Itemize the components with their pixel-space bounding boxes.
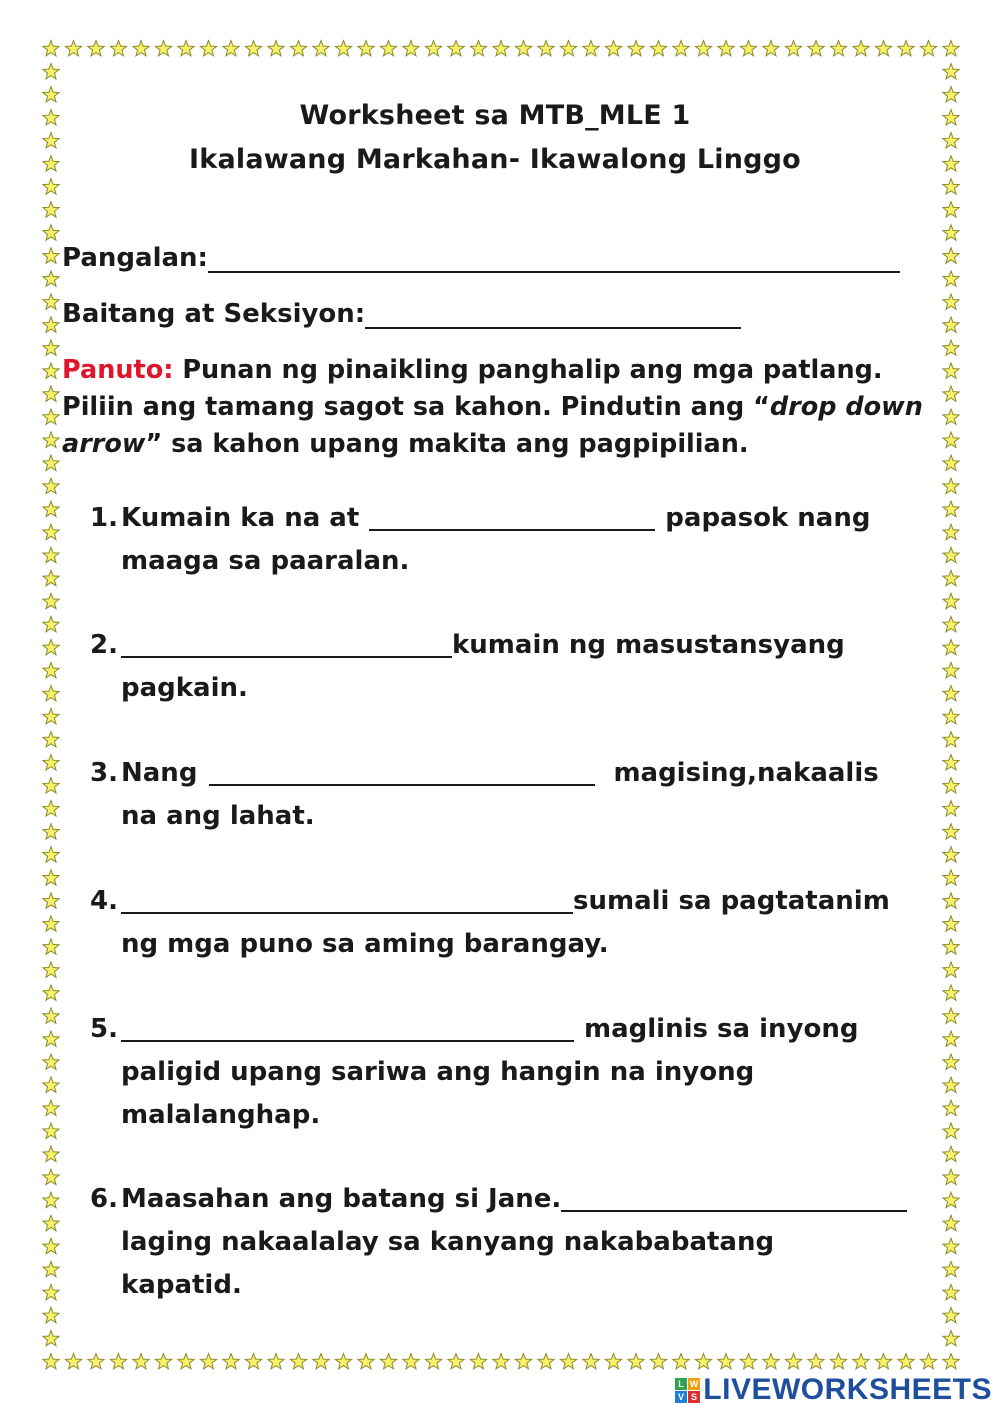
border-star-icon: [43, 616, 59, 631]
border-star-icon: [245, 41, 261, 56]
border-star-icon: [943, 340, 959, 355]
grade-section-label: Baitang at Seksiyon:: [62, 299, 366, 329]
border-star-icon: [88, 1354, 104, 1369]
border-star-icon: [830, 1354, 846, 1369]
grade-section-field: [62, 299, 741, 329]
liveworksheets-logo[interactable]: [675, 1373, 992, 1407]
border-star-icon: [178, 41, 194, 56]
item-text-line2: laging nakaalalay sa kanyang nakababatang: [121, 1227, 775, 1257]
item-number: 2.: [90, 630, 118, 660]
border-star-icon: [43, 1123, 59, 1138]
border-star-icon: [425, 1354, 441, 1369]
instructions-italic: drop down arrow: [62, 392, 923, 459]
answer-dropdown-6[interactable]: [561, 1178, 907, 1212]
border-star-icon: [43, 294, 59, 309]
border-star-icon: [943, 1261, 959, 1276]
border-star-icon: [110, 41, 126, 56]
border-star-icon: [43, 179, 59, 194]
border-star-icon: [43, 41, 59, 56]
border-star-icon: [88, 41, 104, 56]
item-text-before: Kumain ka na at: [121, 503, 360, 533]
border-star-icon: [43, 363, 59, 378]
border-star-icon: [43, 870, 59, 885]
item-text-line2: ng mga puno sa aming barangay.: [121, 929, 609, 959]
border-star-icon: [943, 1054, 959, 1069]
border-star-icon: [943, 248, 959, 263]
border-star-icon: [43, 1031, 59, 1046]
border-star-icon: [943, 824, 959, 839]
border-star-icon: [43, 64, 59, 79]
border-star-icon: [943, 225, 959, 240]
border-star-icon: [43, 801, 59, 816]
border-star-icon: [335, 41, 351, 56]
border-star-icon: [853, 41, 869, 56]
item-number: 4.: [90, 886, 118, 916]
instructions: [62, 352, 942, 463]
border-star-icon: [65, 1354, 81, 1369]
border-star-icon: [43, 432, 59, 447]
border-star-icon: [898, 1354, 914, 1369]
border-star-icon: [943, 386, 959, 401]
border-star-icon: [853, 1354, 869, 1369]
border-star-icon: [943, 64, 959, 79]
name-field: [62, 243, 900, 273]
border-star-icon: [943, 1031, 959, 1046]
border-star-icon: [515, 1354, 531, 1369]
border-star-icon: [43, 570, 59, 585]
border-star-icon: [470, 41, 486, 56]
border-star-icon: [538, 1354, 554, 1369]
border-star-icon: [223, 1354, 239, 1369]
border-star-icon: [718, 41, 734, 56]
border-star-icon: [200, 41, 216, 56]
border-star-icon: [740, 1354, 756, 1369]
border-star-icon: [403, 1354, 419, 1369]
border-star-icon: [155, 1354, 171, 1369]
border-star-icon: [43, 593, 59, 608]
border-star-icon: [43, 686, 59, 701]
item-number: 6.: [90, 1184, 118, 1214]
worksheet-title: Worksheet sa MTB_MLE 1: [299, 100, 691, 131]
border-star-icon: [785, 1354, 801, 1369]
border-star-icon: [43, 248, 59, 263]
border-star-icon: [493, 41, 509, 56]
border-star-icon: [43, 1169, 59, 1184]
border-star-icon: [425, 41, 441, 56]
border-star-icon: [943, 962, 959, 977]
border-star-icon: [43, 639, 59, 654]
border-star-icon: [943, 1354, 959, 1369]
border-star-icon: [43, 939, 59, 954]
border-star-icon: [43, 547, 59, 562]
border-star-icon: [695, 41, 711, 56]
border-star-icon: [943, 41, 959, 56]
border-star-icon: [943, 1192, 959, 1207]
border-star-icon: [43, 732, 59, 747]
border-star-icon: [583, 41, 599, 56]
border-star-icon: [43, 985, 59, 1000]
name-label: Pangalan:: [62, 243, 208, 273]
border-star-icon: [920, 1354, 936, 1369]
border-star-icon: [268, 1354, 284, 1369]
border-star-icon: [763, 1354, 779, 1369]
border-star-icon: [448, 41, 464, 56]
border-star-icon: [133, 41, 149, 56]
border-star-icon: [943, 547, 959, 562]
border-star-icon: [920, 41, 936, 56]
border-star-icon: [43, 478, 59, 493]
border-star-icon: [808, 1354, 824, 1369]
border-star-icon: [943, 1307, 959, 1322]
border-star-icon: [43, 1307, 59, 1322]
border-star-icon: [943, 271, 959, 286]
item-text-line2: na ang lahat.: [121, 801, 315, 831]
border-star-icon: [155, 41, 171, 56]
border-star-icon: [830, 41, 846, 56]
item-text-line2: paligid upang sariwa ang hangin na inyong: [121, 1057, 755, 1087]
border-star-icon: [43, 386, 59, 401]
border-star-icon: [43, 824, 59, 839]
border-star-icon: [43, 962, 59, 977]
border-star-icon: [43, 1192, 59, 1207]
answer-dropdown-2[interactable]: [121, 624, 452, 658]
border-star-icon: [43, 755, 59, 770]
border-star-icon: [943, 985, 959, 1000]
instructions-text-2: ” sa kahon upang makita ang pagpipilian.: [145, 429, 749, 459]
border-star-icon: [628, 41, 644, 56]
item-text-line2: pagkain.: [121, 673, 248, 703]
border-star-icon: [943, 570, 959, 585]
border-star-icon: [200, 1354, 216, 1369]
border-star-icon: [43, 1238, 59, 1253]
border-star-icon: [943, 363, 959, 378]
border-star-icon: [43, 271, 59, 286]
border-star-icon: [583, 1354, 599, 1369]
answer-dropdown-1[interactable]: [369, 497, 655, 531]
answer-dropdown-5[interactable]: [121, 1008, 574, 1042]
border-star-icon: [943, 778, 959, 793]
border-star-icon: [493, 1354, 509, 1369]
border-star-icon: [695, 1354, 711, 1369]
border-star-icon: [943, 801, 959, 816]
border-star-icon: [43, 1354, 59, 1369]
worksheet-subtitle: Ikalawang Markahan- Ikawalong Linggo: [189, 144, 801, 175]
border-star-icon: [43, 455, 59, 470]
border-star-icon: [290, 41, 306, 56]
border-star-icon: [943, 870, 959, 885]
border-star-icon: [943, 1284, 959, 1299]
border-star-icon: [628, 1354, 644, 1369]
item-text-after: papasok nang: [665, 503, 871, 533]
border-star-icon: [43, 409, 59, 424]
border-star-icon: [43, 1284, 59, 1299]
border-star-icon: [875, 41, 891, 56]
border-star-icon: [605, 1354, 621, 1369]
border-star-icon: [943, 1331, 959, 1346]
border-star-icon: [43, 1054, 59, 1069]
border-star-icon: [943, 294, 959, 309]
border-star-icon: [313, 1354, 329, 1369]
border-star-icon: [43, 1008, 59, 1023]
border-star-icon: [358, 41, 374, 56]
border-star-icon: [380, 41, 396, 56]
border-star-icon: [808, 41, 824, 56]
border-star-icon: [43, 1261, 59, 1276]
border-star-icon: [245, 1354, 261, 1369]
border-star-icon: [943, 916, 959, 931]
border-star-icon: [43, 1100, 59, 1115]
item-text-after: maglinis sa inyong: [584, 1014, 859, 1044]
border-star-icon: [943, 755, 959, 770]
item-text-line3: kapatid.: [121, 1270, 242, 1300]
border-star-icon: [673, 41, 689, 56]
border-star-icon: [560, 41, 576, 56]
item-number: 5.: [90, 1014, 118, 1044]
border-star-icon: [943, 616, 959, 631]
border-star-icon: [178, 1354, 194, 1369]
border-star-icon: [943, 179, 959, 194]
border-star-icon: [268, 41, 284, 56]
border-star-icon: [380, 1354, 396, 1369]
border-star-icon: [43, 1331, 59, 1346]
border-star-icon: [943, 1169, 959, 1184]
border-star-icon: [943, 939, 959, 954]
name-blank[interactable]: [208, 245, 900, 273]
border-star-icon: [943, 1215, 959, 1230]
border-star-icon: [943, 1238, 959, 1253]
border-star-icon: [943, 524, 959, 539]
border-star-icon: [943, 202, 959, 217]
border-star-icon: [515, 41, 531, 56]
brand-name: LIVEWORKSHEETS: [703, 1373, 992, 1406]
border-star-icon: [943, 732, 959, 747]
border-star-icon: [110, 1354, 126, 1369]
grade-section-blank[interactable]: [365, 301, 741, 329]
border-star-icon: [43, 1215, 59, 1230]
border-star-icon: [943, 593, 959, 608]
instructions-label: Panuto:: [62, 355, 174, 385]
border-star-icon: [290, 1354, 306, 1369]
border-star-icon: [763, 41, 779, 56]
border-star-icon: [650, 41, 666, 56]
border-star-icon: [65, 41, 81, 56]
border-star-icon: [650, 1354, 666, 1369]
border-star-icon: [43, 1146, 59, 1161]
border-star-icon: [740, 41, 756, 56]
border-star-icon: [43, 202, 59, 217]
border-star-icon: [358, 1354, 374, 1369]
border-star-icon: [560, 1354, 576, 1369]
item-text-after: kumain ng masustansyang: [452, 630, 845, 660]
border-star-icon: [943, 409, 959, 424]
border-star-icon: [943, 1008, 959, 1023]
border-star-icon: [943, 709, 959, 724]
border-star-icon: [605, 41, 621, 56]
border-star-icon: [943, 686, 959, 701]
border-star-icon: [133, 1354, 149, 1369]
border-star-icon: [673, 1354, 689, 1369]
border-star-icon: [943, 455, 959, 470]
border-star-icon: [943, 1146, 959, 1161]
brand-logo-icon: L W V S: [675, 1378, 700, 1403]
answer-dropdown-4[interactable]: [121, 880, 573, 914]
border-star-icon: [43, 916, 59, 931]
border-star-icon: [43, 709, 59, 724]
border-star-icon: [448, 1354, 464, 1369]
border-star-icon: [943, 501, 959, 516]
border-star-icon: [943, 893, 959, 908]
border-star-icon: [403, 41, 419, 56]
border-star-icon: [943, 1100, 959, 1115]
border-star-icon: [943, 1077, 959, 1092]
border-star-icon: [43, 662, 59, 677]
border-star-icon: [43, 778, 59, 793]
border-star-icon: [785, 41, 801, 56]
border-star-icon: [43, 1077, 59, 1092]
border-star-icon: [943, 639, 959, 654]
item-text-after: magising,nakaalis: [613, 758, 879, 788]
border-star-icon: [943, 478, 959, 493]
item-text-line2: maaga sa paaralan.: [121, 546, 410, 576]
answer-dropdown-3[interactable]: [209, 752, 595, 786]
border-star-icon: [43, 847, 59, 862]
border-star-icon: [43, 501, 59, 516]
item-text-after: sumali sa pagtatanim: [573, 886, 890, 916]
border-star-icon: [43, 225, 59, 240]
border-star-icon: [223, 41, 239, 56]
border-star-icon: [313, 41, 329, 56]
border-star-icon: [43, 893, 59, 908]
border-star-icon: [943, 317, 959, 332]
border-star-icon: [538, 41, 554, 56]
item-number: 3.: [90, 758, 118, 788]
instructions-text-1: Punan ng pinaikling panghalip ang mga patlang. Piliin ang tamang sagot sa kahon. Pindutin ang “: [62, 355, 883, 422]
item-text-before: Nang: [121, 758, 198, 788]
border-star-icon: [43, 524, 59, 539]
border-star-icon: [943, 662, 959, 677]
border-star-icon: [335, 1354, 351, 1369]
border-star-icon: [43, 317, 59, 332]
border-star-icon: [718, 1354, 734, 1369]
border-star-icon: [943, 1123, 959, 1138]
item-text-before: Maasahan ang batang si Jane.: [121, 1184, 562, 1214]
item-number: 1.: [90, 503, 118, 533]
border-star-icon: [43, 340, 59, 355]
item-text-line3: malalanghap.: [121, 1100, 321, 1130]
border-star-icon: [898, 41, 914, 56]
border-star-icon: [470, 1354, 486, 1369]
border-star-icon: [875, 1354, 891, 1369]
border-star-icon: [943, 847, 959, 862]
border-star-icon: [943, 432, 959, 447]
